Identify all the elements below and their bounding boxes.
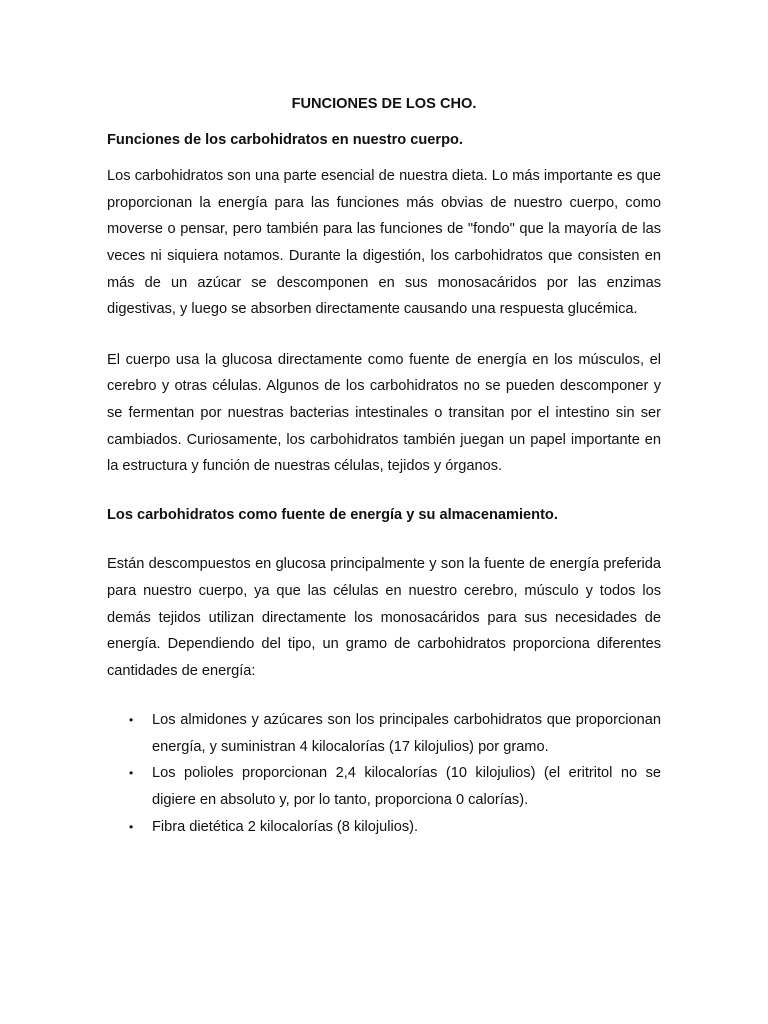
document-title: FUNCIONES DE LOS CHO. bbox=[291, 96, 477, 112]
paragraph-intro: Los carbohidratos son una parte esencial de nuestra dieta. Lo más importante es que proporcionan la energía para las funciones más obvias de nuestro cuerpo, como moverse o pensar, pero también para las funciones de "fondo" que la mayoría de las veces ni siquiera notamos. Durante la digestión, los carbohidratos que consisten en más de un azúcar se descomponen en sus monosacáridos por las enzimas digestivas, y luego se absorben directamente causando una respuesta glucémica. bbox=[107, 168, 661, 318]
bullet-icon: • bbox=[129, 766, 134, 781]
bullet-icon: • bbox=[129, 819, 134, 834]
document-subtitle: Funciones de los carbohidratos en nuestro cuerpo. bbox=[107, 131, 463, 148]
paragraph-energy: Están descompuestos en glucosa principalmente y son la fuente de energía preferida para nuestro cuerpo, ya que las células en nuestro cerebro, músculo y todos los demás tejidos utilizan directamente los monosacáridos para sus necesidades de energía. Dependiendo del tipo, un gramo de carbohidratos proporciona diferentes cantidades de energía: bbox=[107, 556, 661, 679]
section-heading: Los carbohidratos como fuente de energía y su almacenamiento. bbox=[107, 506, 558, 523]
paragraph-glucose: El cuerpo usa la glucosa directamente como fuente de energía en los músculos, el cerebro y otras células. Algunos de los carbohidratos no se pueden descomponer y se fermentan por nuestras bacterias intestinales o transitan por el intestino sin ser cambiados. Curiosamente, los carbohidratos también juegan un papel importante en la estructura y función de nuestras células, tejidos y órganos. bbox=[107, 351, 661, 475]
list-item bbox=[107, 814, 661, 841]
list-item bbox=[107, 707, 661, 760]
list-item bbox=[107, 760, 661, 813]
document-body bbox=[107, 91, 661, 840]
list-item-text: Fibra dietética 2 kilocalorías (8 kilojulios). bbox=[152, 818, 419, 835]
energy-list bbox=[107, 707, 661, 840]
list-item-text: Los almidones y azúcares son los principales carbohidratos que proporcionan energía, y suministran 4 kilocalorías (17 kilojulios) por gramo. bbox=[152, 712, 661, 755]
bullet-icon: • bbox=[129, 713, 134, 728]
list-item-text: Los polioles proporcionan 2,4 kilocalorías (10 kilojulios) (el eritritol no se digiere en absoluto y, por lo tanto, proporciona 0 calorías). bbox=[152, 765, 661, 809]
